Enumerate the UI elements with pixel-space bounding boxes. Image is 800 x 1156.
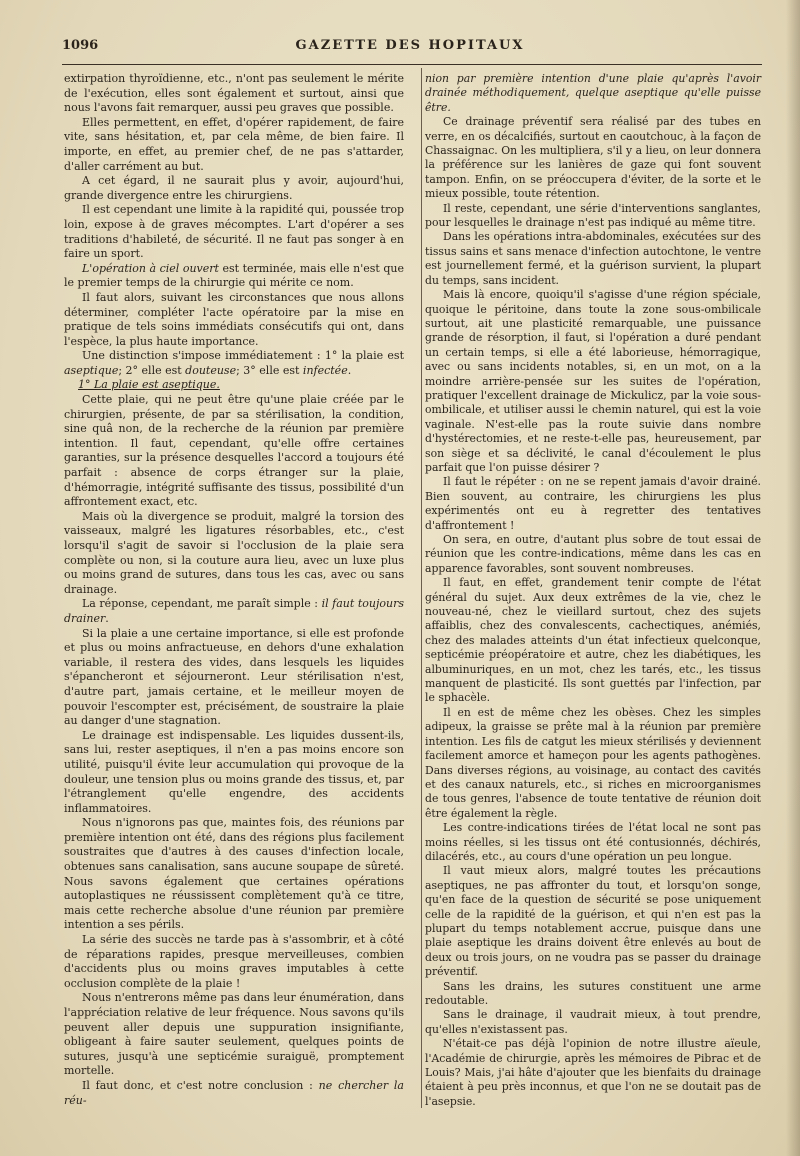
paragraph xyxy=(425,230,761,288)
italic-text: il faut toujours drainer xyxy=(64,597,405,625)
text-run: Il faut alors, suivant les circonstances que nous allons déterminer, compléter l'acte opératoire par la mise en pratique de tels soins immédiats consécutifs qui ont, dans l'espèce, la plus haute importance. xyxy=(64,290,404,348)
paragraph xyxy=(425,475,761,533)
text-run: Mais où la divergence se produit, malgré la torsion des vaisseaux, malgré les ligatures résorbables, etc., c'est lorsqu'il s'agit de savoir si l'occlusion de la plaie sera complète ou non, si la couture aura lieu, avec un luxe plus ou moins grand de sutures, dans tous les cas, avec ou sans drainage. xyxy=(64,509,404,596)
paragraph xyxy=(425,706,761,821)
text-run: . xyxy=(105,611,109,625)
text-run: Mais là encore, quoiqu'il s'agisse d'une région spéciale, quoique le péritoine, dans toute la zone sous-ombilicale surtout, ait une plasticité remarquable, une puissance grande de résorption, il faut, si l'opération a duré pendant un certain temps, si elle a été laborieuse, hémorragique, avec ou sans incidents notables, si, en un mot, on a la moindre arrière-pensée sur les suites de l'opération, pratiquer l'excellent drainage de Mickulicz, par la voie sous-ombilicale, et utiliser aussi le chemin naturel, qui est la voie vaginale. N'est-elle pas la route suivie dans nombre d'hystérectomies, et ne reste-t-elle pas, heureusement, par son siège et sa déclivité, le canal d'écoulement le plus parfait que l'on puisse désirer ? xyxy=(425,288,761,474)
paragraph xyxy=(64,597,404,626)
paragraph xyxy=(425,115,761,201)
page-edge-shadow xyxy=(786,0,800,1156)
text-run: Il est cependant une limite à la rapidité qui, poussée trop loin, expose à de graves mécomptes. L'art d'opérer a ses traditions d'habileté, de sécurité. Il ne faut pas songer à en faire un sport. xyxy=(64,203,404,261)
paragraph xyxy=(64,510,404,598)
paragraph xyxy=(64,174,404,203)
paragraph xyxy=(425,72,761,115)
paragraph xyxy=(64,627,404,729)
page-header xyxy=(62,38,758,60)
paragraph xyxy=(425,980,761,1009)
text-run: Sans les drains, les sutures constituent une arme redoutable. xyxy=(425,979,761,1007)
text-run: ; 2° elle est xyxy=(118,363,186,377)
paragraph xyxy=(425,864,761,979)
text-run: . xyxy=(347,363,352,377)
journal-title: GAZETTE DES HOPITAUX xyxy=(295,38,525,53)
paragraph xyxy=(64,349,404,378)
paragraph xyxy=(425,821,761,864)
paragraph xyxy=(64,116,404,174)
text-run: La réponse, cependant, me paraît simple : xyxy=(82,597,322,611)
text-run: Le drainage est indispensable. Les liquides dussent-ils, sans lui, rester aseptiques, il n'en a pas moins encore son utilité, puisqu'il évite leur accumulation qui provoque de la douleur, une tension plus ou moins grande des tissus, et, par l'étranglement qu'elle engendre, des accidents inflammatoires. xyxy=(64,728,404,815)
paragraph xyxy=(425,1008,761,1037)
paragraph xyxy=(64,729,404,817)
italic-text: L'opération à ciel ouvert xyxy=(82,261,219,275)
text-run: Les contre-indications tirées de l'état local ne sont pas moins réelles, si les tissus ont été contusionnés, déchirés, dilacérés, etc., au cours d'une opération un peu longue. xyxy=(425,821,761,863)
paragraph xyxy=(64,291,404,349)
right-column xyxy=(425,72,761,1109)
text-run: 1° La plaie est aseptique. xyxy=(78,378,220,392)
italic-text: douteuse xyxy=(185,363,237,377)
text-run: Il reste, cependant, une série d'interventions sanglantes, pour lesquelles le drainage n'est pas indiqué au même titre. xyxy=(425,201,761,230)
text-run: Il faut donc, et c'est notre conclusion : xyxy=(82,1078,319,1092)
text-run: Dans les opérations intra-abdominales, exécutées sur des tissus sains et sans menace d'infection autochtone, le ventre est journellement fermé, et la guérison survient, la plupart du temps, sans incident. xyxy=(425,230,761,287)
text-run: est terminée, mais elle n'est que le premier temps de la chirurgie qui mérite ce nom. xyxy=(64,261,404,290)
italic-text: nion par première intention d'une plaie qu'après l'avoir drainée méthodiquement, quelque aseptique qu'elle puisse être. xyxy=(425,72,761,114)
text-run: Cette plaie, qui ne peut être qu'une plaie créée par le chirurgien, présente, de par sa stérilisation, la condition, sine quâ non, de la recherche de la réunion par première intention. Il faut, cependant, qu'elle offre certaines garanties, sur la présence desquelles l'accord a toujours été parfait : absence de corps étranger sur la plaie, d'hémorragie, intégrité suffisante des tissus, possibilité d'un affrontement exact, etc. xyxy=(64,393,404,509)
paragraph xyxy=(425,288,761,475)
left-column xyxy=(64,72,404,1108)
paragraph xyxy=(64,262,404,291)
text-run: Nous n'ignorons pas que, maintes fois, des réunions par première intention ont été, dans des régions plus facilement soustraites que d'autres à des causes d'infection locale, obtenues sans canalisation, sans aucune soupape de sûreté. Nous savons également que certaines opérations autoplastiques ne réussissent complètement qu'à ce titre, mais cette recherche absolue d'une réunion par première intention a ses périls. xyxy=(64,816,404,932)
paragraph xyxy=(425,533,761,576)
paragraph xyxy=(64,72,404,116)
italic-text: ne chercher la réu- xyxy=(64,1078,404,1107)
text-run: Elles permettent, en effet, d'opérer rapidement, de faire vite, sans hésitation, et, par cela même, de bien faire. Il importe, en effet, au premier chef, de ne pas s'attarder, d'aller carrément au but. xyxy=(64,115,404,173)
text-run: Il faut, en effet, grandement tenir compte de l'état général du sujet. Aux deux extrêmes de la vie, chez le nouveau-né, chez le vieillard surtout, chez des sujets affaiblis, chez des convalescents, cachectiques, anémiés, chez des malades atteints d'un état infectieux quelconque, septicémie préopératoire et autre, chez les diabétiques, les albuminuriques, en un mot, chez les tarés, etc., les tissus manquent de plasticité. Ils sont guettés par l'infection, par le sphacèle. xyxy=(425,576,761,705)
text-run: Nous n'entrerons même pas dans leur énumération, dans l'appréciation relative de leur fréquence. Nous savons qu'ils peuvent aller depuis une suppuration insignifiante, obligeant à faire sauter seulement, quelques points de sutures, jusqu'à une septicémie suraiguë, promptement mortelle. xyxy=(64,991,404,1078)
text-run: Une distinction s'impose immédiatement : 1° la plaie est xyxy=(82,349,404,363)
text-run: Sans le drainage, il vaudrait mieux, à tout prendre, qu'elles n'existassent pas. xyxy=(425,1008,761,1036)
section-heading xyxy=(64,378,404,393)
paragraph xyxy=(64,1079,404,1108)
text-run: A cet égard, il ne saurait plus y avoir, aujourd'hui, grande divergence entre les chirurgiens. xyxy=(64,174,404,202)
paragraph xyxy=(64,203,404,261)
paragraph xyxy=(64,933,404,991)
paragraph xyxy=(64,816,404,933)
paragraph xyxy=(425,576,761,706)
text-run: La série des succès ne tarde pas à s'assombrir, et à côté de réparations rapides, presque merveilleuses, combien d'accidents plus ou moins graves imputables à cette occlusion complète de la plaie ! xyxy=(64,933,404,990)
column-divider xyxy=(421,68,422,1108)
text-run: Si la plaie a une certaine importance, si elle est profonde et plus ou moins anfractueuse, en dehors d'une exhalation variable, il restera des vides, dans lesquels les liquides s'épancheront et séjourneront. Leur stérilisation n'est, d'autre part, jamais certaine, et le meilleur moyen de pouvoir l'escompter est, précisément, de soustraire la plaie au danger d'une stagnation. xyxy=(64,626,404,728)
paragraph xyxy=(64,991,404,1079)
text-run: N'était-ce pas déjà l'opinion de notre illustre aïeule, l'Académie de chirurgie, après les mémoires de Pibrac et de Louis? Mais, j'ai hâte d'ajouter que les bienfaits du drainage étaient à peu près inconnus, et que l'on ne se doutait pas de l'asepsie. xyxy=(425,1037,761,1108)
paragraph xyxy=(64,393,404,510)
text-run: Il faut le répéter : on ne se repent jamais d'avoir drainé. Bien souvent, au contraire, les chirurgiens les plus expérimentés ont eu à regretter des tentatives d'affrontement ! xyxy=(425,475,761,532)
italic-text: aseptique xyxy=(64,363,119,377)
text-run: Il en est de même chez les obèses. Chez les simples adipeux, la graisse se prête mal à la réunion par première intention. Les fils de catgut les mieux stérilisés y deviennent facilement amorce et hameçon pour les agents pathogènes. Dans diverses régions, au voisinage, au contact des cavités et des canaux naturels, etc., si riches en microorganismes de tous genres, l'absence de toute tentative de réunion doit être également la règle. xyxy=(425,705,761,820)
paragraph xyxy=(425,202,761,231)
italic-text: infectée xyxy=(302,363,348,377)
text-run: On sera, en outre, d'autant plus sobre de tout essai de réunion que les contre-indications, même dans les cas en apparence favorables, sont souvent nombreuses. xyxy=(425,533,761,575)
header-rule xyxy=(62,64,762,65)
text-run: Ce drainage préventif sera réalisé par des tubes en verre, en os décalcifiés, surtout en caoutchouc, à la façon de Chassaignac. On les multipliera, s'il y a lieu, on leur donnera la préférence sur les lanières de gaze qui font souvent tampon. Enfin, on se préoccupera d'éviter, de la sorte et le mieux possible, toute rétention. xyxy=(425,115,761,201)
page-number: 1096 xyxy=(62,38,99,53)
text-run: ; 3° elle est xyxy=(236,363,303,377)
text-run: extirpation thyroïdienne, etc., n'ont pas seulement le mérite de l'exécution, elles sont également et surtout, ainsi que nous l'avons fait remarquer, aussi peu graves que possible. xyxy=(64,72,404,115)
paragraph xyxy=(425,1037,761,1109)
text-run: Il vaut mieux alors, malgré toutes les précautions aseptiques, ne pas affronter du tout, et lorsqu'on songe, qu'en face de la question de sécurité se pose uniquement celle de la rapidité de la guérison, et qui n'en est pas la plupart du temps notablement accrue, puisque dans une plaie aseptique les drains doivent être enlevés au bout de deux ou trois jours, on ne voudra pas se passer du drainage préventif. xyxy=(425,864,761,979)
